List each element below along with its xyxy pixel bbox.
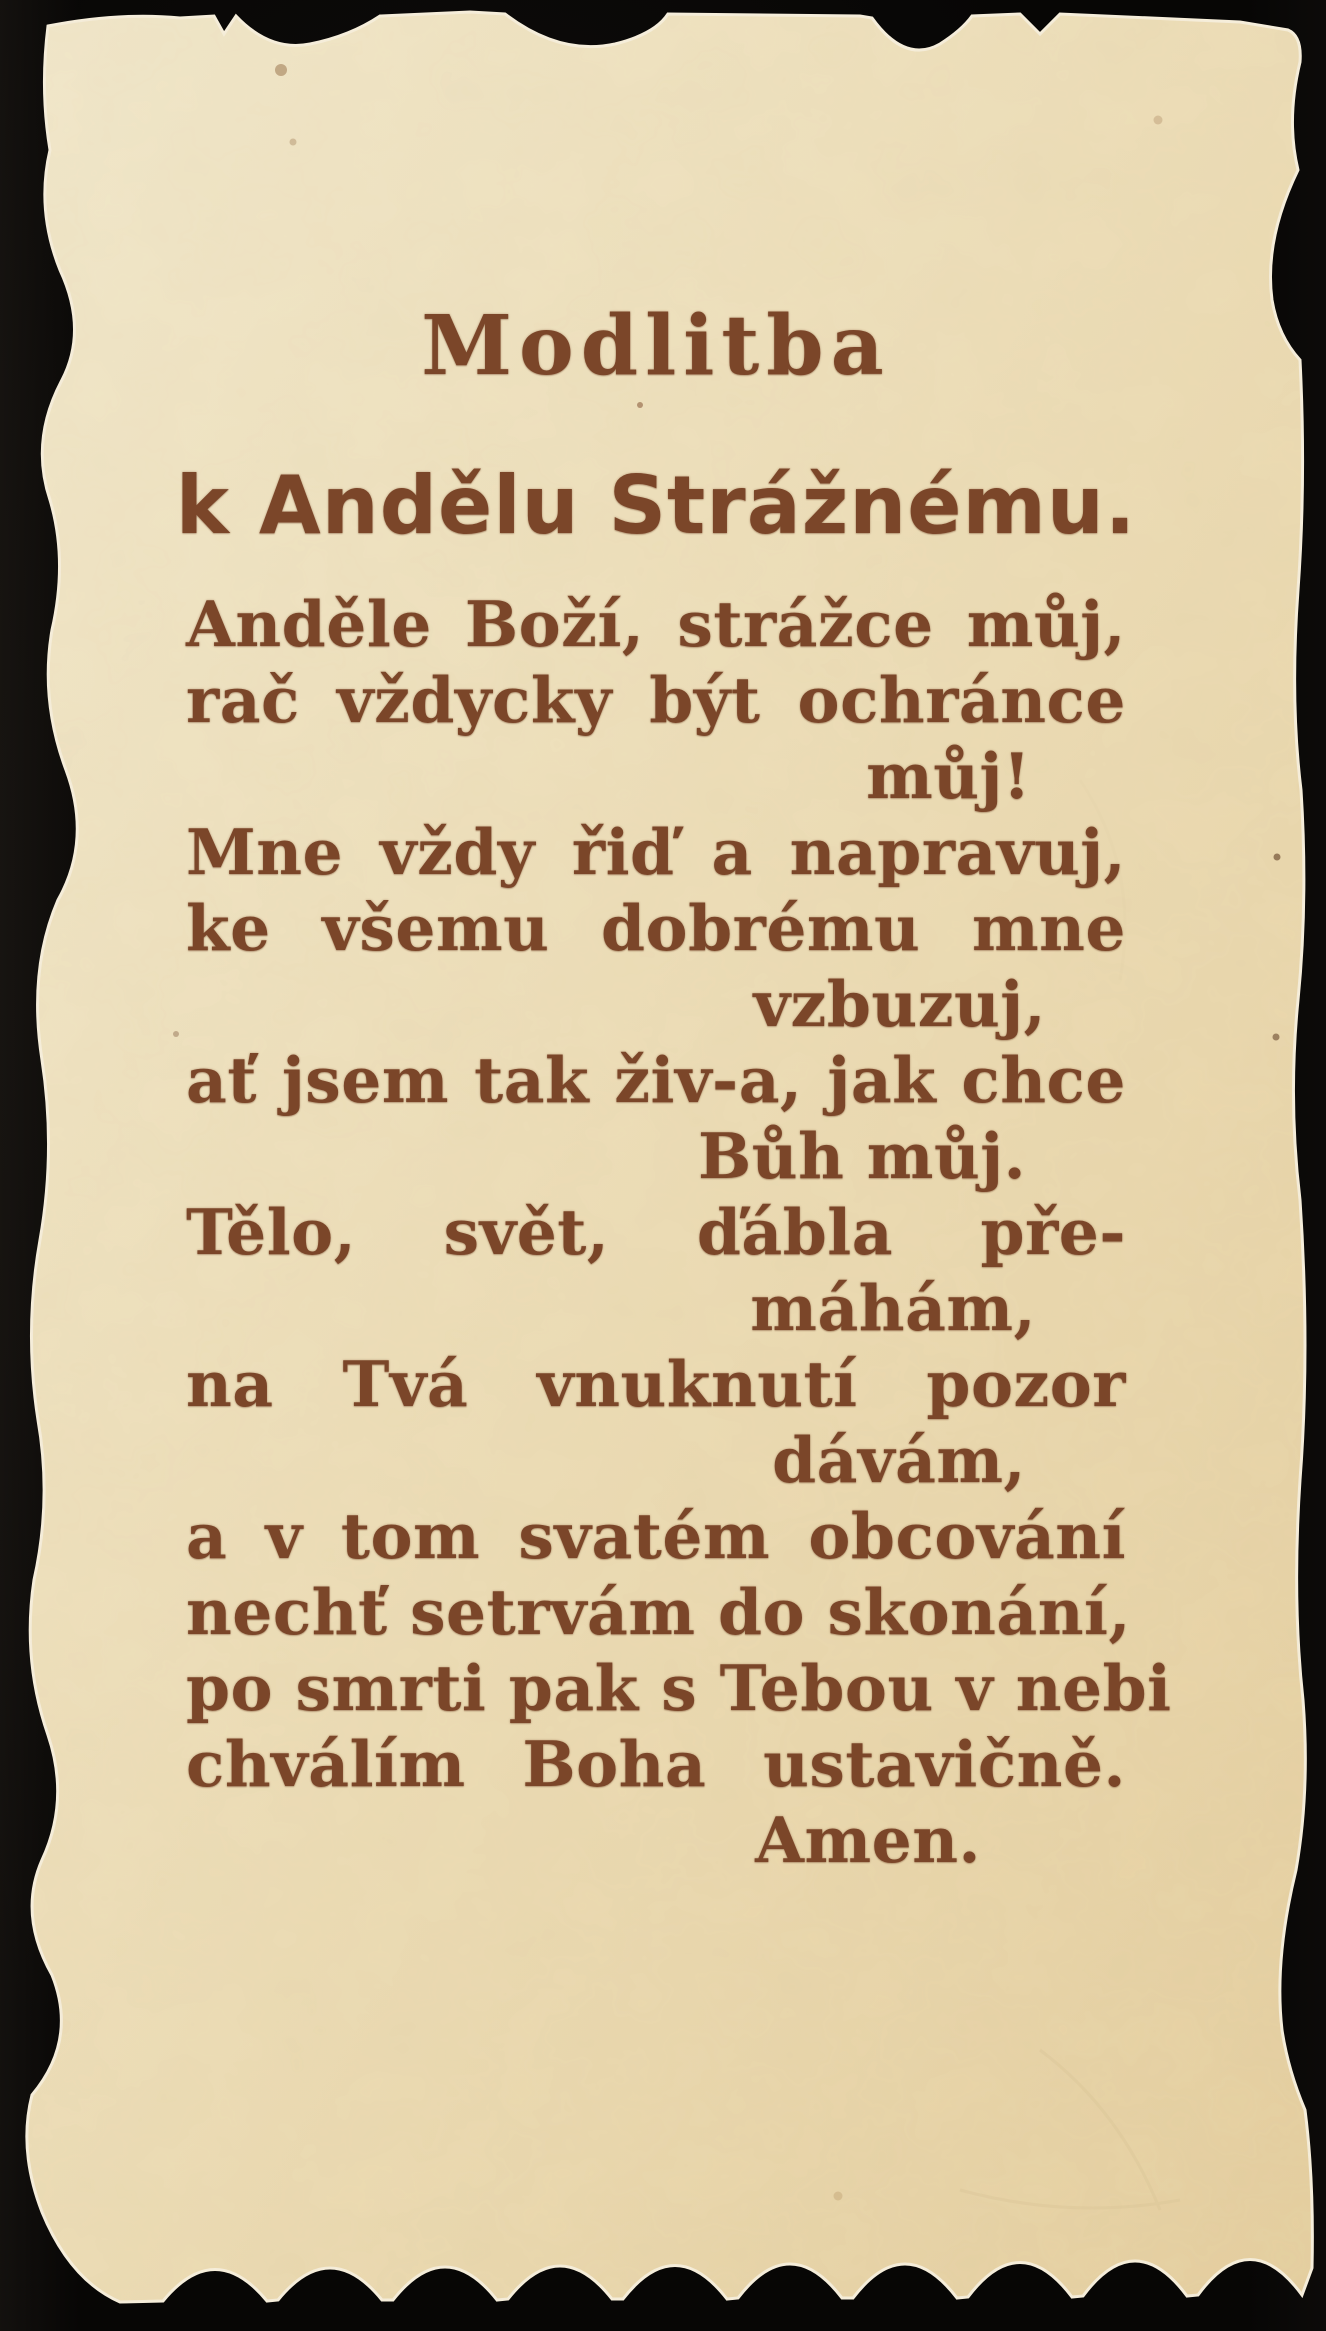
prayer-line: Amen.: [755, 1803, 981, 1877]
prayer-title: Modlitba: [421, 298, 891, 394]
prayer-body: [186, 586, 1172, 1878]
prayer-line: nechť setrvám do skonání,: [186, 1575, 1131, 1649]
prayer-line: Mne vždy řiď a napravuj,: [186, 815, 1126, 889]
prayer-line: ať jsem tak živ-a, jak chce: [186, 1043, 1126, 1117]
prayer-line: chválím Boha ustavičně.: [186, 1727, 1126, 1801]
prayer-line: po smrti pak s Tebou v nebi: [186, 1651, 1172, 1725]
prayer-line: a v tom svatém obcování: [186, 1499, 1126, 1573]
prayer-line: ke všemu dobrému mne: [186, 891, 1126, 965]
prayer-line: můj!: [866, 739, 1031, 813]
prayer-line: na Tvá vnuknutí pozor: [186, 1347, 1126, 1421]
prayer-subtitle: k Andělu Strážnému.: [175, 459, 1137, 552]
prayer-line: máhám,: [750, 1271, 1036, 1345]
prayer-line: dávám,: [772, 1423, 1026, 1497]
prayer-line: rač vždycky být ochránce: [186, 663, 1126, 737]
prayer-line: Anděle Boží, strážce můj,: [186, 587, 1126, 661]
prayer-line: Bůh můj.: [698, 1119, 1026, 1193]
prayer-line: vzbuzuj,: [753, 967, 1046, 1041]
prayer-line: Tělo, svět, ďábla pře-: [186, 1195, 1126, 1269]
